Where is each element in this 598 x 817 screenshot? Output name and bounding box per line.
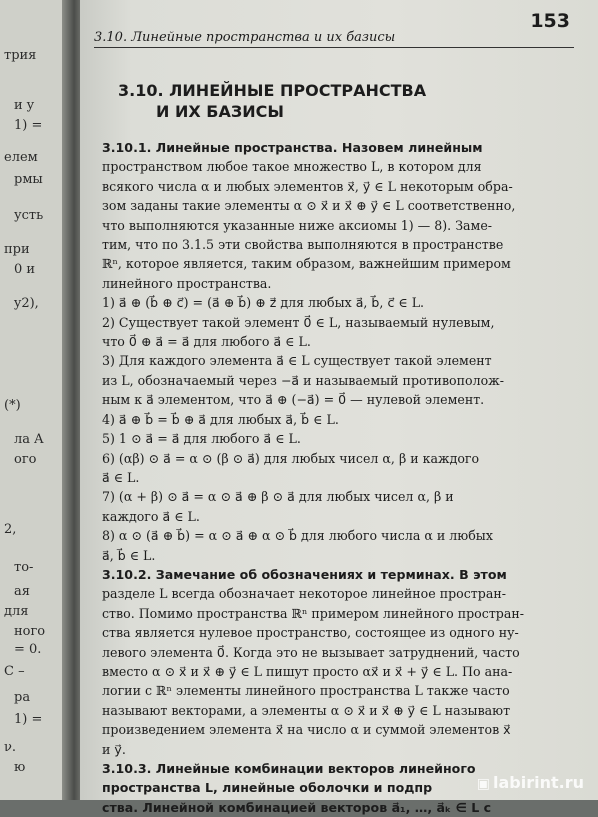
section-title (118, 80, 426, 122)
body-line: пространства L, линейные оболочки и подпр (102, 780, 433, 796)
body-line: 4) a⃗ ⊕ b⃗ = b⃗ ⊕ a⃗ для любых a⃗, b⃗ ∈ L. (102, 411, 339, 427)
running-head: 3.10. Линейные пространства и их базисы (94, 30, 574, 48)
watermark (477, 773, 584, 792)
left-page-fragment: рмы (14, 172, 43, 187)
body-line: пространством любое такое множество L, в котором для (102, 159, 482, 175)
left-page-fragment: при (4, 242, 30, 257)
body-line: a⃗ ∈ L. (102, 469, 140, 485)
left-page-fragment: ю (14, 760, 26, 775)
left-page-fragment: ая (14, 584, 30, 599)
left-page-fragment: 0 и (14, 262, 36, 277)
body-line: a⃗, b⃗ ∈ L. (102, 547, 156, 563)
body-line: 7) (α + β) ⊙ a⃗ = α ⊙ a⃗ ⊕ β ⊙ a⃗ для любых чисел α, β и (102, 489, 454, 505)
body-line: ства. Линейной комбинацией векторов a⃗₁, …, a⃗ₖ ∈ L с (102, 799, 492, 815)
body-line: 3.10.3. Линейные комбинации векторов линейного (102, 761, 476, 776)
body-line: логии с ℝⁿ элементы линейного пространства L также часто (102, 683, 510, 699)
body-line: 8) α ⊙ (a⃗ ⊕ b⃗) = α ⊙ a⃗ ⊕ α ⊙ b⃗ для любого числа α и любых (102, 528, 493, 544)
body-line: вместо α ⊙ x⃗ и x⃗ ⊕ y⃗ ∈ L пишут просто αx⃗ и x⃗ + y⃗ ∈ L. По ана- (102, 663, 513, 679)
section-title-line-2: И ИХ БАЗИСЫ (156, 102, 284, 121)
body-line: из L, обозначаемый через −a⃗ и называемый противополож- (102, 372, 505, 388)
labirint-logo-icon: ▣ (476, 776, 490, 792)
body-line: 3) Для каждого элемента a⃗ ∈ L существует такой элемент (102, 353, 492, 369)
left-page-fragment: усть (14, 208, 44, 223)
left-page-fragment: 2, (4, 522, 17, 537)
body-line: произведением элемента x⃗ на число α и суммой элементов x⃗ (102, 722, 511, 738)
left-page-fragment: то- (14, 560, 34, 575)
left-page-fragment: для (4, 604, 29, 619)
body-line: разделе L всегда обозначает некоторое линейное простран- (102, 586, 506, 602)
left-page-fragment: ого (14, 452, 37, 467)
left-page-fragment: C – (4, 664, 25, 679)
body-line: зом заданы такие элементы α ⊙ x⃗ и x⃗ ⊕ y⃗ ∈ L соответственно, (102, 198, 516, 214)
left-page-fragment: ра (14, 690, 31, 705)
body-line: 3.10.2. Замечание об обозначениях и терминах. В этом (102, 566, 507, 582)
left-page-fragment: 1) = (14, 712, 43, 727)
body-line: и y⃗. (102, 741, 126, 757)
body-line: ным к a⃗ элементом, что a⃗ ⊕ (−a⃗) = 0⃗ — нулевой элемент. (102, 392, 485, 408)
body-line: что 0⃗ ⊕ a⃗ = a⃗ для любого a⃗ ∈ L. (102, 334, 311, 350)
left-page-fragment: трия (4, 48, 37, 63)
right-page (80, 0, 598, 815)
left-page (0, 0, 70, 800)
body-line: 6) (αβ) ⊙ a⃗ = α ⊙ (β ⊙ a⃗) для любых чисел α, β и каждого (102, 450, 480, 466)
body-line: 2) Существует такой элемент 0⃗ ∈ L, называемый нулевым, (102, 314, 495, 330)
body-line: 5) 1 ⊙ a⃗ = a⃗ для любого a⃗ ∈ L. (102, 431, 301, 447)
left-page-fragment: ного (14, 624, 46, 639)
section-title-line-1: 3.10. ЛИНЕЙНЫЕ ПРОСТРАНСТВА (118, 81, 427, 100)
left-page-fragment: = 0. (14, 642, 42, 657)
left-page-fragment: и y (14, 98, 35, 113)
body-line: называют векторами, а элементы α ⊙ x⃗ и x⃗ ⊕ y⃗ ∈ L называют (102, 702, 511, 718)
body-line: ℝⁿ, которое является, таким образом, важнейшим примером (102, 256, 511, 272)
left-page-fragment: ла A (14, 432, 44, 447)
body-line: всякого числа α и любых элементов x⃗, y⃗ ∈ L некоторым обра- (102, 178, 513, 194)
body-text (102, 138, 580, 817)
page-number: 153 (530, 10, 570, 32)
body-line: ства является нулевое пространство, состоящее из одного ну- (102, 625, 519, 641)
body-line: линейного пространства. (102, 275, 272, 291)
body-line: что выполняются указанные ниже аксиомы 1) — 8). Заме- (102, 217, 493, 233)
body-line: левого элемента 0⃗. Когда это не вызывает затруднений, часто (102, 644, 520, 660)
watermark-text: labirint.ru (493, 773, 584, 792)
left-page-fragment: y2), (14, 296, 39, 311)
body-line: 1) a⃗ ⊕ (b⃗ ⊕ c⃗) = (a⃗ ⊕ b⃗) ⊕ z⃗ для любых a⃗, b⃗, c⃗ ∈ L. (102, 295, 425, 311)
body-line: тим, что по 3.1.5 эти свойства выполняются в пространстве (102, 237, 504, 253)
body-line: ство. Помимо пространства ℝⁿ примером линейного простран- (102, 605, 525, 621)
left-page-fragment: ν. (4, 740, 17, 755)
body-line: каждого a⃗ ∈ L. (102, 508, 200, 524)
body-line: 3.10.1. Линейные пространства. Назовем линейным (102, 140, 483, 155)
left-page-fragment: (*) (4, 398, 21, 413)
left-page-fragment: 1) = (14, 118, 43, 133)
left-page-fragment: елем (4, 150, 38, 165)
